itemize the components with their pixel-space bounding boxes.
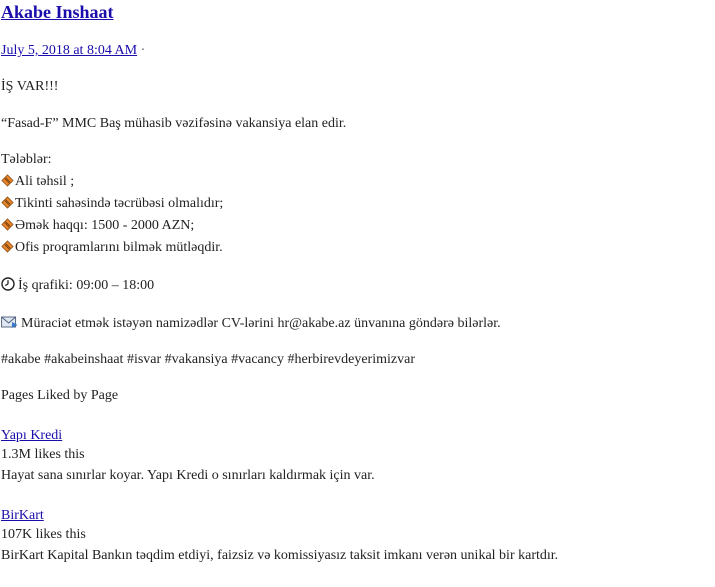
clock-icon bbox=[1, 277, 15, 291]
requirement-text: Ali təhsil ; bbox=[15, 174, 75, 189]
liked-page-description: Hayat sana sınırlar koyar. Yapı Kredi o sınırları kaldırmak için var. bbox=[1, 468, 375, 483]
liked-pages-title: Pages Liked by Page bbox=[1, 388, 119, 403]
requirement-item bbox=[1, 173, 74, 191]
meta-separator: · bbox=[140, 43, 146, 58]
post-schedule bbox=[1, 277, 154, 295]
liked-page-item bbox=[1, 507, 44, 525]
liked-page-item bbox=[1, 427, 62, 445]
requirement-item bbox=[1, 239, 223, 257]
liked-page-likes: 1.3M likes this bbox=[1, 447, 85, 462]
orange-diamond-icon bbox=[1, 174, 14, 187]
orange-diamond-icon bbox=[1, 218, 14, 231]
requirement-text: Tikinti sahəsində təcrübəsi olmalıdır; bbox=[15, 196, 224, 211]
post-hashtags: #akabe #akabeinshaat #isvar #vakansiya #vacancy #herbirevdeyerimizvar bbox=[1, 352, 415, 367]
liked-page-link-birkart[interactable]: BirKart bbox=[1, 508, 44, 523]
post-intro: “Fasad-F” MMC Baş mühasib vəzifəsinə vakansiya elan edir. bbox=[1, 116, 347, 131]
post-headline: İŞ VAR!!! bbox=[1, 79, 59, 94]
requirement-item bbox=[1, 195, 223, 213]
envelope-icon bbox=[1, 316, 18, 329]
author-link[interactable]: Akabe Inshaat bbox=[1, 2, 114, 22]
apply-text: Müraciət etmək istəyən namizədlər CV-lərini hr@akabe.az ünvanına göndərə bilərlər. bbox=[21, 316, 501, 331]
orange-diamond-icon bbox=[1, 240, 14, 253]
requirement-text: Əmək haqqı: 1500 - 2000 AZN; bbox=[15, 218, 195, 233]
post-apply bbox=[1, 315, 501, 333]
page-title bbox=[1, 1, 114, 23]
liked-page-likes: 107K likes this bbox=[1, 527, 86, 542]
post-date-link[interactable]: July 5, 2018 at 8:04 AM bbox=[1, 43, 138, 58]
post-meta bbox=[1, 42, 145, 60]
requirements-title: Tələblər: bbox=[1, 152, 52, 167]
schedule-text: İş qrafiki: 09:00 – 18:00 bbox=[18, 278, 155, 293]
requirement-text: Ofis proqramlarını bilmək mütləqdir. bbox=[15, 240, 223, 255]
liked-page-description: BirKart Kapital Bankın təqdim etdiyi, faizsiz və komissiyasız taksit imkanı verən unikal bir kartdır. bbox=[1, 548, 559, 563]
liked-page-link-yapi-kredi[interactable]: Yapı Kredi bbox=[1, 428, 63, 443]
orange-diamond-icon bbox=[1, 196, 14, 209]
requirement-item bbox=[1, 217, 194, 235]
